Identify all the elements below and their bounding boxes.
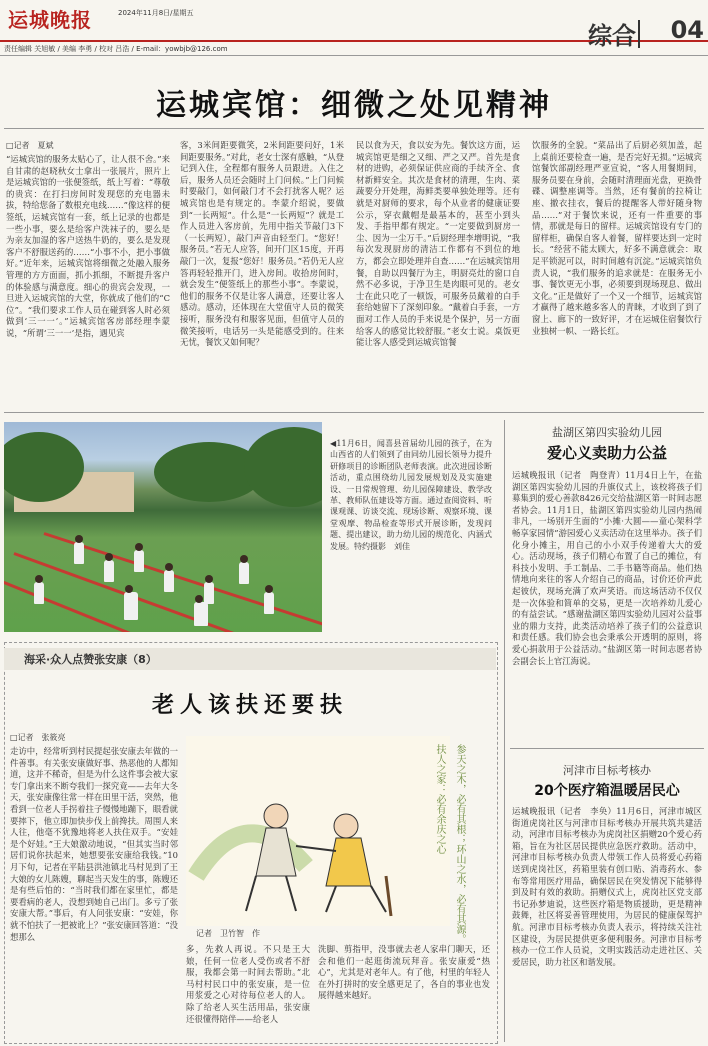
story1-kicker: 盐湖区第四实验幼儿园 <box>552 426 662 439</box>
column-text-3: 洗脚、剪指甲，没事就去老人家串门聊天，还会和他们一起逛街流玩拜音。张安康爱“热心”，尤其是对老年人。有了他，村里的年轻人在外打拼时的安全感更足了，各自的事业也发展得越来越好。 <box>318 944 490 1001</box>
cartoon-poem-2: 参天之木，必有其根；环山之水，必有其源。 <box>454 744 465 944</box>
page-number: 04 <box>670 16 704 44</box>
editor-rule <box>0 55 708 56</box>
cartoon-credit: 记者 卫竹智 作 <box>196 929 260 938</box>
lead-column-3: 民以食为天，食以安为先。餐饮这方面，运城宾馆更是细之又细、严之又严。首先是食材的进购，必须保证供应商的手续齐全、食材新鲜安全。其次是食材的清理，生肉、菜蔬要分开处理，海鲜类要单独处理等。还有就是对厨师的要求，每个从业者的健康证要公示，穿衣戴帽是最基本的，甚至小到头发、手指甲都有规定。“一定要做到厨房一尘、因为一尘万千。”后厨经理李增明说，“我每次发现厨房的清洁工作都有不到位的地方，都会立即处理并自查……”在运城宾馆用餐，自助以四餐厅为主，明厨亮灶的窗口自然不必多说，于净卫生是肉眼可见的。老女士在此只吃了一顿饭，可服务员戴着的白手套给她留下了深刻印象。“戴着白手套，一方面对工作人员的手来说是个保护，另一方面给客人的感觉比较舒服。”老女士说。桌饭更能让客人感受到运城宾馆餐 <box>356 140 520 348</box>
masthead-logo: 运城晚报 <box>8 8 92 32</box>
headline-rule <box>4 128 704 129</box>
photo-caption: ◀11月6日，闻喜县首届幼儿园的孩子，在为山西省的人们领到了由同幼儿园长领导力提升研修项目的诊断团队老师表演。此次进园诊断活动，重点围绕幼儿园发展规划及及实施建设、一日常规管理、幼儿园保障建设、教学改革、教师队伍建设等方面。通过查阅资料、听课观课、访谈交流、现场诊断、观察环境、课堂观摩、物品检查等形式开展诊断，发现问题、提出建议，助力幼儿园的规范化、内涵式发展。特约摄影 刘佳 <box>330 439 492 551</box>
section-label: 综合 <box>588 22 636 50</box>
lead-column-4: 饮服务的全貌。“菜品出了后厨必须加盖，起上桌前还要检查一遍，是否完好无损。”运城宾馆餐饮部副经理严亚宣说，“客人用餐期间，服务员要在身前，会随时清理面光盘，更换骨碟、调整座调等。当然，还有餐前的拉椅让座、撤衣挂衣，餐后的提醒客人带好随身物品……”对于餐饮来说，还有一件重要的事情，那就是每日的留样。运城宾馆设有专门的留样柜，确保自客人着餐，留样要达到一定时长。“经营不能太顾大，好多不满意就会：取足平锁泥可以，时时间越有沉淀。”运城宾馆负责人说，“我们服务的追求就是：在服务无小事、餐饮更无小事，必须要到现场现息、做出文化。”正是做好了一个又一个细节，运城宾馆才赢得了越来越多客人的青睐，才收到了到了窗上、廊下的一致好评，才在运城住宿餐饮行业独树一帜、一路长红。 <box>532 140 702 336</box>
lead-column-1: “运城宾馆的服务太贴心了，让人很不舍。”来自甘肃的赵晓秋女士拿出一张展片，照片上是运城宾馆的一张便签纸，纸上写着：“尊敬的贵宾：在打扫房间时发现您的充电器未拔，特给您备了数根充电线……”像这样的便签纸，运城宾馆有一套，纸上记录的也都是一些小事，要么是给客户洗袜子的，要么是为亲友加湿的客户送热牛奶的，要么是发现客户不舒服送药的……“小事不小，把小事做好。”近年来，运城宾馆将细微之处融入服务管理的方方面面，抓小抓细，不断提升客户的体验感与满意度。细心的贵宾会发现，一旦进入运城宾馆的大堂，你就成了他们的“C位”。“我们要求工作人员在碰到客人时必须做到‘三一一’。”运城宾馆客房部经理李蒙说，“所谓‘三一一’是指，遇见宾 <box>6 154 170 338</box>
lead-byline: □记者 夏斌 <box>6 141 54 150</box>
editor-credits: 责任编辑 关旭敏 / 美编 李勇 / 校对 吕浩 / E-mail：yowbjb@126.com <box>4 45 228 53</box>
lead-bottom-rule <box>4 412 704 413</box>
column-banner-title: 海采·众人点赞张安康（8） <box>24 653 157 666</box>
cartoon-drawing <box>186 736 450 926</box>
cartoon-poem-1: 扶人之家：必有余庆之心 <box>434 744 445 854</box>
section-divider <box>638 20 640 48</box>
story2-kicker: 河津市目标考核办 <box>563 764 651 777</box>
column-text-1: 走访中，经常听到村民提起张安康去年做的一件善事。有关张安康做好事、热恶他的人都知道，这并不稀奇，但是为什么这件事会被大家专门拿出来不断夸我们一探究竟——去年大冬天，张安康像往常一样在田里干活，突然，他看到一位老人手拐着拄子慢慢地蹦下，眼看就要摔下，他立即加快步伐上前搀扶。周围人来人往，他毫不犹豫地将老人扶住双手。“安娃是个好娃。”王大娘激动地说，“但其实当时邻居们说你扶起来，她想要张安康给我钱。”10月下旬，记者在平陆县洪池镇北马村见到了王大娘的女儿陈嫂，聊起当天发生的事，陈嫂还是有些后怕的：“当时我们都在家里忙，都是要看病的老人，没想到她自己出门。多亏了张安康大帮。”事后，有人问张安康：“安娃，你就不怕扶了一把被讹上？”张安康回答道：“没想那么 <box>10 746 178 942</box>
right-story-rule <box>510 748 704 749</box>
column-text-2: 多，先救人再说。不只是王大娘，任何一位老人受伤或者不舒服，我都会第一时间去帮助。”北马村村民口中的张安康，是一位用浆爱之心对待每位老人的人。除了给老人买生活用品，张安康还很懂得陪伴——给老人 <box>186 944 310 1024</box>
kindergarten-photo <box>4 422 322 632</box>
lead-headline: 运城宾馆：细微之处见精神 <box>156 88 552 123</box>
story2-body: 运城晚报讯（记者 李奂）11月6日，河津市城区街道虎岗社区与河津市目标考核办开展共筑共建活动，河津市目标考核办为虎岗社区捐赠20个爱心药箱，旨在为社区居民提供应急医疗救助。活动中，河津市目标考核办负责人带领工作人员将爱心药箱送到虎岗社区，药箱里装有创口贴、消毒药水、参布等常用医疗用品，确保居民在突发情况下能够得到及时有效的救助。捐赠仪式上，虎岗社区党支部书记孙梦迪说，这些医疗箱是物质援助，更是精神鼓舞，社区将妥善管理使用，为居民的健康保驾护航。河津市目标考核办负责人表示，将持续关注社区建设，为居民提供更多便利服务。河津市目标考核办一位工作人员说，文明实践活动走进社区、关爱居民，助力社区和谐发展。 <box>512 806 702 967</box>
column-byline: □记者 张筱亮 <box>10 733 66 742</box>
story2-headline: 20个医疗箱温暖居民心 <box>534 783 680 799</box>
story1-body: 运城晚报讯（记者 陶登青）11月4日上午，在盐湖区第四实验幼儿园的升旗仪式上，该校将孩子们募集到的爱心善款8426元交给盐湖区第一时间志愿者协会。11月1日，盐湖区第四实验幼儿园内热闹非凡，一场别开生面的“小摊·大圆——童心架科学 畅享家园情”游园爱心义卖活动在这里举办。孩子们化身小摊主，用自己的小小双手传递着大大的爱心。活动现场，孩子们精心布置了自己的摊位，有科技小发明、手工制品、二手书籍等商品。他们热情地向来往的客人介绍自己的商品，讨价还价声此起彼伏，现场充满了欢声笑语。而这场活动不仅仅是一次体验和简单的交易，更是一次培养幼儿爱心的有益尝试。“感谢盐湖区第四实验幼儿园对公益事业的鼎力支持，此类活动培养了孩子们的公益意识和责任感。我们协会也会秉承公开透明的原则，将爱心捐款用于公益活动。”盐湖区第一时间志愿者协会副会长上官江海说。 <box>512 470 702 666</box>
lead-column-2: 客，3米间距要微笑，2米间距要问好，1米间距要服务。”对此，老女士深有感触，“从登记到入住，全程都有服务人员跟进。入住之后，服务人员还会随时上门问候。”上门问候时要敲门，如何敲门才不会打扰客人呢？运城宾馆也是有规定的。李蒙介绍说，要做到“一长两短”。什么是“一长两短”？就是工作人员进入客房前，先用中指关节敲门3下（一长两短），敲门声音由轻至门。“您好！服务员。”若无人应答，间开门区15度，开再敲门一次，复报“您好！服务员。”若仍无人应答再轻轻推开门，进入房间。收拾房间时，就会发生“便签纸上的那些小事”。李蒙说，他们的服务不仅是让客人满意，还要让客人感动。感动，还体现在大堂值守人员的微笑接听，服务没有和服客见面，但值守人员的微笑接听，电话另一头是能感受到的。往来无忧，餐饮又如何呢？ <box>180 140 344 348</box>
cartoon-illustration <box>186 736 450 926</box>
column-headline: 老人该扶还要扶 <box>151 693 348 718</box>
issue-date: 2024年11月8日/星期五 <box>118 9 194 17</box>
right-column-divider <box>504 420 505 1042</box>
story1-headline: 爱心义卖助力公益 <box>546 444 667 462</box>
